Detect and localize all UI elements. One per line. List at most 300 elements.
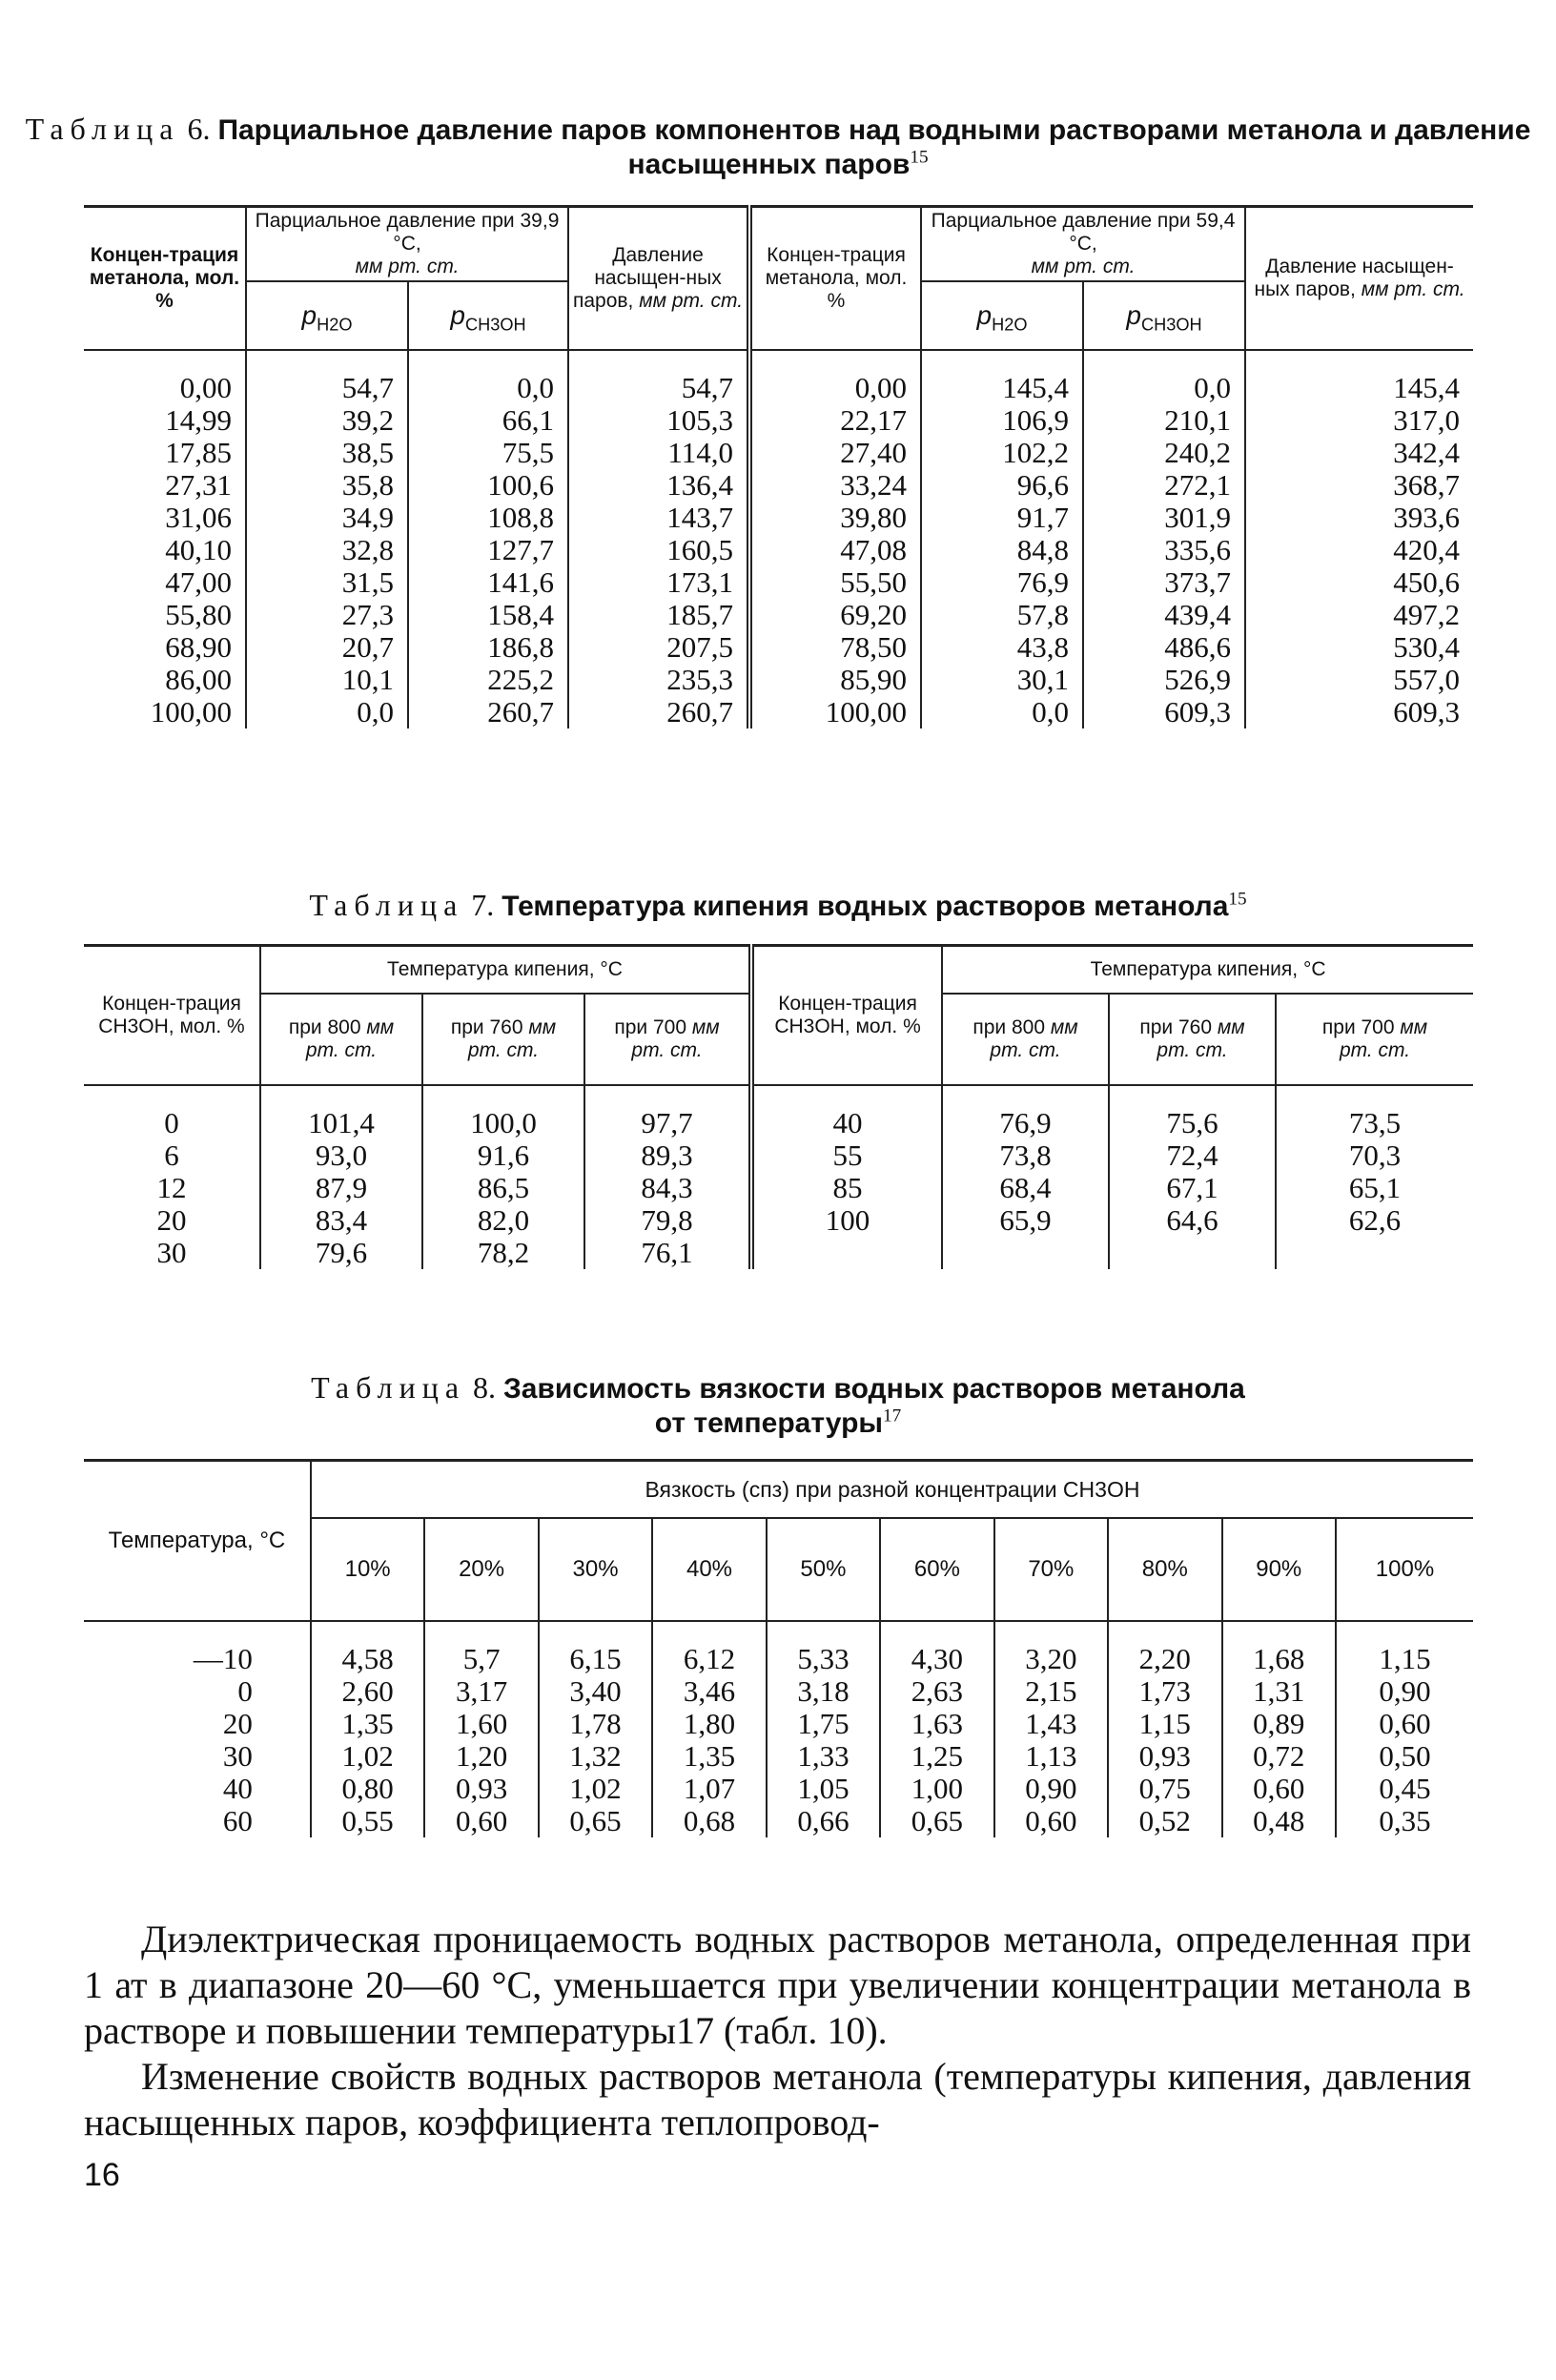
- table-cell: 75,6: [1109, 1107, 1276, 1139]
- table-cell: 67,1: [1109, 1172, 1276, 1204]
- rt-unit: рт. ст.: [990, 1038, 1061, 1061]
- table-row: [84, 631, 1473, 664]
- spacer-cell: [84, 1085, 260, 1107]
- spacer-cell: [84, 1621, 311, 1643]
- body-text: [84, 1917, 1471, 2145]
- table-cell: 225,2: [408, 664, 568, 696]
- pressure-label: при 800: [972, 1016, 1046, 1038]
- table-cell: 20: [222, 1706, 253, 1740]
- table-cell: 65,9: [942, 1204, 1109, 1237]
- spacer-cell: [408, 350, 568, 372]
- table-cell: 0,80: [311, 1773, 424, 1805]
- table-cell: 68,4: [942, 1172, 1109, 1204]
- table6-header-saturated-left-text: Давление насыщен-ных паров,: [572, 244, 722, 312]
- table-cell: 1,73: [1108, 1675, 1221, 1708]
- table-cell: 55: [751, 1139, 942, 1172]
- table6-header-saturated-right-units: мм рт. ст.: [1361, 278, 1465, 300]
- concentration-header: 80%: [1108, 1518, 1221, 1621]
- table-cell: 20: [156, 1202, 187, 1237]
- rt-unit: рт. ст.: [467, 1038, 540, 1061]
- table7-header-760-right: [1109, 994, 1276, 1085]
- table-cell: 100,00: [150, 695, 232, 728]
- table-cell: 54,7: [568, 372, 749, 404]
- spacer-cell: [751, 1085, 942, 1107]
- table-row: [84, 1805, 1473, 1837]
- table-cell: 1,31: [1222, 1675, 1336, 1708]
- table-cell: 83,4: [260, 1204, 422, 1237]
- table7-header-700-left: [584, 994, 751, 1085]
- table-cell: 557,0: [1245, 664, 1473, 696]
- table-cell: 12: [156, 1170, 187, 1204]
- table-cell: 160,5: [568, 534, 749, 566]
- table-cell: 0,0: [1083, 372, 1245, 404]
- table8-spacer-row: [84, 1621, 1473, 1643]
- spacer-cell: [994, 1621, 1108, 1643]
- table7-caption-label: Таблица: [309, 888, 464, 922]
- table-cell: 0,90: [1336, 1675, 1473, 1708]
- table-cell: 317,0: [1245, 404, 1473, 437]
- table-cell: 272,1: [1083, 469, 1245, 502]
- table-cell: 1,20: [424, 1740, 538, 1773]
- table6-spacer-row: [84, 350, 1473, 372]
- table-cell: 22,17: [749, 404, 921, 437]
- table-cell: 78,50: [749, 631, 921, 664]
- table-cell: 1,32: [539, 1740, 652, 1773]
- table-cell: 75,5: [408, 437, 568, 469]
- spacer-cell: [880, 1621, 993, 1643]
- page-number: 16: [84, 2157, 120, 2193]
- rt-unit: рт. ст.: [305, 1038, 378, 1061]
- pressure-label: при 700: [1321, 1016, 1395, 1038]
- table8-body: [84, 1621, 1473, 1837]
- table7-header-temp-right: Температура кипения, °С: [942, 946, 1473, 994]
- concentration-header: 70%: [994, 1518, 1108, 1621]
- table-cell: 185,7: [568, 599, 749, 631]
- table6-header-p-h2o-left: [246, 281, 408, 350]
- table-cell: 1,80: [652, 1708, 766, 1740]
- table6-header-p-h2o-right: [921, 281, 1083, 350]
- table-cell: 39,2: [246, 404, 408, 437]
- concentration-header: 20%: [424, 1518, 538, 1621]
- table-cell: 260,7: [568, 696, 749, 728]
- table-cell: 57,8: [921, 599, 1083, 631]
- table-row: [84, 1237, 1473, 1269]
- table-cell: 450,6: [1245, 566, 1473, 599]
- table8-caption-title-line1: Зависимость вязкости водных растворов метанола: [503, 1373, 1245, 1405]
- table-cell: 1,78: [539, 1708, 652, 1740]
- mm-unit: мм: [528, 1016, 557, 1038]
- table-cell: 86,5: [422, 1172, 584, 1204]
- concentration-header: 90%: [1222, 1518, 1336, 1621]
- table-row: [84, 1675, 1473, 1708]
- table6-caption-label: Таблица: [25, 112, 180, 146]
- table-cell: 173,1: [568, 566, 749, 599]
- table-cell: 97,7: [584, 1107, 751, 1139]
- table7-caption-title: Температура кипения водных растворов метанола: [502, 891, 1229, 922]
- pressure-label: при 760: [450, 1016, 523, 1038]
- table-cell: 1,68: [1222, 1643, 1336, 1675]
- table-cell: 3,40: [539, 1675, 652, 1708]
- table-row: [84, 372, 1473, 404]
- table-cell: [751, 1237, 942, 1269]
- table-cell: 2,63: [880, 1675, 993, 1708]
- table-cell: 1,05: [767, 1773, 880, 1805]
- table-cell: 55,80: [165, 598, 232, 631]
- table-cell: 79,6: [260, 1237, 422, 1269]
- table-cell: 47,08: [749, 534, 921, 566]
- table-cell: 39,80: [749, 502, 921, 534]
- concentration-header: 40%: [652, 1518, 766, 1621]
- table-cell: 0,0: [408, 372, 568, 404]
- table-cell: [942, 1237, 1109, 1269]
- table-cell: 64,6: [1109, 1204, 1276, 1237]
- table-cell: 10,1: [246, 664, 408, 696]
- table-cell: 0,72: [1222, 1740, 1336, 1773]
- table-cell: 1,15: [1336, 1643, 1473, 1675]
- table-cell: 0,89: [1222, 1708, 1336, 1740]
- table-cell: 87,9: [260, 1172, 422, 1204]
- table-cell: 0,00: [179, 371, 232, 404]
- table-row: [84, 1708, 1473, 1740]
- table-cell: 0,60: [994, 1805, 1108, 1837]
- table7-header-760-left: [422, 994, 584, 1085]
- table-cell: 0,93: [424, 1773, 538, 1805]
- table-cell: 0,65: [880, 1805, 993, 1837]
- table-cell: 4,58: [311, 1643, 424, 1675]
- table-cell: 1,35: [311, 1708, 424, 1740]
- table-cell: 20,7: [246, 631, 408, 664]
- table-cell: 373,7: [1083, 566, 1245, 599]
- table-cell: 0,45: [1336, 1773, 1473, 1805]
- table-cell: 114,0: [568, 437, 749, 469]
- table7-header-700-right: [1276, 994, 1473, 1085]
- table8-caption-title-line2: от температуры: [654, 1407, 884, 1439]
- table8-caption-number: 8.: [473, 1370, 497, 1405]
- table7-header-800-right: [942, 994, 1109, 1085]
- table8-caption-label: Таблица: [311, 1370, 466, 1405]
- table-cell: 335,6: [1083, 534, 1245, 566]
- table-cell: 85: [751, 1172, 942, 1204]
- table-cell: 526,9: [1083, 664, 1245, 696]
- table6-header-partial-right-units: мм рт. ст.: [1031, 256, 1136, 277]
- table-cell: 66,1: [408, 404, 568, 437]
- table-cell: 40: [222, 1771, 253, 1805]
- table-cell: 6,15: [539, 1643, 652, 1675]
- table-cell: 106,9: [921, 404, 1083, 437]
- concentration-header: 60%: [880, 1518, 993, 1621]
- table-cell: 530,4: [1245, 631, 1473, 664]
- table-cell: 100: [751, 1204, 942, 1237]
- spacer-cell: [584, 1085, 751, 1107]
- rt-unit: рт. ст.: [1339, 1038, 1411, 1061]
- spacer-cell: [1336, 1621, 1473, 1643]
- table6-header-saturated-right: [1245, 207, 1473, 351]
- table-cell: 0,68: [652, 1805, 766, 1837]
- table-cell: 82,0: [422, 1204, 584, 1237]
- spacer-cell: [311, 1621, 424, 1643]
- table-cell: 127,7: [408, 534, 568, 566]
- spacer-cell: [422, 1085, 584, 1107]
- table7-header-concentration-left: Концен-трация CH3OH, мол. %: [84, 946, 260, 1085]
- table-row: [84, 1204, 1473, 1237]
- table-cell: 85,90: [749, 664, 921, 696]
- table-cell: 0,50: [1336, 1740, 1473, 1773]
- table6-header-saturated-left-units: мм рт. ст.: [639, 290, 744, 312]
- spacer-cell: [539, 1621, 652, 1643]
- table-cell: 100,6: [408, 469, 568, 502]
- table-cell: 0,60: [1222, 1773, 1336, 1805]
- table-cell: 38,5: [246, 437, 408, 469]
- concentration-header: 30%: [539, 1518, 652, 1621]
- table-cell: 102,2: [921, 437, 1083, 469]
- table-cell: 0: [164, 1105, 179, 1139]
- table-cell: 54,7: [246, 372, 408, 404]
- spacer-cell: [568, 350, 749, 372]
- table-row: [84, 696, 1473, 728]
- table-cell: —10: [193, 1641, 253, 1675]
- table-cell: 342,4: [1245, 437, 1473, 469]
- mm-unit: мм: [1400, 1016, 1428, 1038]
- table-cell: 0,52: [1108, 1805, 1221, 1837]
- table-row: [84, 1773, 1473, 1805]
- table-cell: 55,50: [749, 566, 921, 599]
- table-cell: 1,43: [994, 1708, 1108, 1740]
- table-cell: 31,5: [246, 566, 408, 599]
- table-row: [84, 502, 1473, 534]
- table-cell: 301,9: [1083, 502, 1245, 534]
- table-cell: 108,8: [408, 502, 568, 534]
- p-symbol: p: [976, 300, 993, 330]
- rt-unit: рт. ст.: [631, 1038, 703, 1061]
- table-cell: 141,6: [408, 566, 568, 599]
- table-cell: 62,6: [1276, 1204, 1473, 1237]
- table-cell: 27,3: [246, 599, 408, 631]
- paragraph-1: Диэлектрическая проницаемость водных растворов метанола, определенная при 1 ат в диапазоне 20—60 °С, уменьшается при увеличении концентрации метанола в растворе и повышении температуры17 (табл. 10).: [84, 1918, 1471, 2052]
- table-cell: 3,17: [424, 1675, 538, 1708]
- table-cell: 93,0: [260, 1139, 422, 1172]
- table-cell: 32,8: [246, 534, 408, 566]
- table-row: [84, 534, 1473, 566]
- table6-header-concentration-right: Концен-трация метанола, мол. %: [749, 207, 921, 351]
- table-cell: 0,60: [1336, 1708, 1473, 1740]
- table-row: [84, 1107, 1473, 1139]
- table-row: [84, 404, 1473, 437]
- table-cell: 4,30: [880, 1643, 993, 1675]
- table6-header-saturated-right-text: Давление насыщен-ных паров,: [1254, 256, 1454, 300]
- table6-body: [84, 350, 1473, 728]
- table8-caption-ref: 17: [883, 1405, 902, 1426]
- table-cell: 3,18: [767, 1675, 880, 1708]
- table-row: [84, 469, 1473, 502]
- table6-header-partial-left-units: мм рт. ст.: [355, 256, 460, 277]
- mm-unit: мм: [1217, 1016, 1245, 1038]
- table-cell: 486,6: [1083, 631, 1245, 664]
- table-cell: 1,15: [1108, 1708, 1221, 1740]
- table-cell: 60: [222, 1803, 253, 1837]
- table-cell: 72,4: [1109, 1139, 1276, 1172]
- table-cell: 136,4: [568, 469, 749, 502]
- table6-caption: [0, 113, 1556, 181]
- table-cell: 47,00: [165, 565, 232, 599]
- table-cell: 260,7: [408, 696, 568, 728]
- table-cell: 186,8: [408, 631, 568, 664]
- table7-header-concentration-right: Концен-трация CH3OH, мол. %: [751, 946, 942, 1085]
- h2o-subscript: H2O: [992, 315, 1028, 335]
- table-row: [84, 1740, 1473, 1773]
- p-symbol: p: [450, 300, 465, 330]
- table6-header-p-ch3oh-left: [408, 281, 568, 350]
- table8-header-temperature: Температура, °С: [84, 1461, 311, 1621]
- table8-header-viscosity: Вязкость (спз) при разной концентрации CH3OH: [311, 1461, 1473, 1518]
- table7-caption-number: 7.: [471, 888, 495, 922]
- spacer-cell: [749, 350, 921, 372]
- spacer-cell: [1083, 350, 1245, 372]
- spacer-cell: [767, 1621, 880, 1643]
- spacer-cell: [84, 350, 246, 372]
- table-cell: 2,15: [994, 1675, 1108, 1708]
- table-cell: 5,33: [767, 1643, 880, 1675]
- spacer-cell: [246, 350, 408, 372]
- table-cell: 30,1: [921, 664, 1083, 696]
- table6-caption-number: 6.: [187, 112, 211, 146]
- table-cell: 43,8: [921, 631, 1083, 664]
- table-cell: 609,3: [1083, 696, 1245, 728]
- table-cell: 1,35: [652, 1740, 766, 1773]
- spacer-cell: [1222, 1621, 1336, 1643]
- table-cell: 76,9: [921, 566, 1083, 599]
- concentration-header: 50%: [767, 1518, 880, 1621]
- table-cell: 100,0: [422, 1107, 584, 1139]
- table-cell: 65,1: [1276, 1172, 1473, 1204]
- table-cell: 89,3: [584, 1139, 751, 1172]
- table6-caption-ref: 15: [910, 147, 929, 168]
- table-cell: 96,6: [921, 469, 1083, 502]
- p-symbol: p: [1126, 300, 1141, 330]
- mm-unit: мм: [1050, 1016, 1078, 1038]
- table-cell: 0,0: [246, 696, 408, 728]
- table7-header-temp-left: Температура кипения, °С: [260, 946, 751, 994]
- table-cell: 40,10: [165, 533, 232, 566]
- table-cell: 210,1: [1083, 404, 1245, 437]
- table-cell: 0: [237, 1673, 253, 1708]
- table-cell: 105,3: [568, 404, 749, 437]
- table-cell: 1,75: [767, 1708, 880, 1740]
- table-cell: 393,6: [1245, 502, 1473, 534]
- table6-header-p-ch3oh-right: [1083, 281, 1245, 350]
- table-cell: 3,46: [652, 1675, 766, 1708]
- table-cell: 158,4: [408, 599, 568, 631]
- table-cell: 609,3: [1245, 696, 1473, 728]
- table-row: [84, 1139, 1473, 1172]
- table7-spacer-row: [84, 1085, 1473, 1107]
- table-cell: 31,06: [165, 501, 232, 534]
- table8: [84, 1459, 1473, 1837]
- table-cell: 0,35: [1336, 1805, 1473, 1837]
- spacer-cell: [424, 1621, 538, 1643]
- table-cell: 6,12: [652, 1643, 766, 1675]
- table-cell: 84,8: [921, 534, 1083, 566]
- table-cell: 240,2: [1083, 437, 1245, 469]
- table-cell: 1,07: [652, 1773, 766, 1805]
- mm-unit: мм: [366, 1016, 395, 1038]
- table-cell: 1,13: [994, 1740, 1108, 1773]
- table-cell: 33,24: [749, 469, 921, 502]
- table-cell: 145,4: [921, 372, 1083, 404]
- table-cell: 17,85: [165, 436, 232, 469]
- table-cell: 0,75: [1108, 1773, 1221, 1805]
- table-row: [84, 1172, 1473, 1204]
- spacer-cell: [942, 1085, 1109, 1107]
- table-cell: 1,00: [880, 1773, 993, 1805]
- spacer-cell: [652, 1621, 766, 1643]
- h2o-subscript: H2O: [317, 315, 353, 335]
- spacer-cell: [921, 350, 1083, 372]
- table6-header-partial-right-text: Парциальное давление при 59,4 °С,: [931, 210, 1236, 255]
- table-cell: 1,63: [880, 1708, 993, 1740]
- rt-unit: рт. ст.: [1157, 1038, 1228, 1061]
- table-cell: 6: [164, 1138, 179, 1172]
- table7-caption: [0, 889, 1556, 923]
- table-cell: 1,02: [539, 1773, 652, 1805]
- table-cell: 30: [156, 1235, 187, 1269]
- table-cell: 0,60: [424, 1805, 538, 1837]
- table-cell: 68,90: [165, 630, 232, 664]
- table-cell: 35,8: [246, 469, 408, 502]
- table-cell: 14,99: [165, 403, 232, 437]
- table-cell: 73,5: [1276, 1107, 1473, 1139]
- table-row: [84, 437, 1473, 469]
- pressure-label: при 700: [614, 1016, 687, 1038]
- spacer-cell: [1109, 1085, 1276, 1107]
- table6-header-partial-right: [921, 207, 1245, 282]
- table-cell: 91,6: [422, 1139, 584, 1172]
- table-row: [84, 1643, 1473, 1675]
- table-cell: 439,4: [1083, 599, 1245, 631]
- paragraph-2: Изменение свойств водных растворов метанола (температуры кипения, давления насыщенных паров, коэффициента теплопровод-: [84, 2055, 1471, 2144]
- table-cell: 1,25: [880, 1740, 993, 1773]
- table-cell: 27,31: [165, 468, 232, 502]
- table7: [84, 944, 1473, 1269]
- table-cell: 368,7: [1245, 469, 1473, 502]
- table-cell: 101,4: [260, 1107, 422, 1139]
- table-cell: 27,40: [749, 437, 921, 469]
- table6-caption-title: Парциальное давление паров компонентов над водными растворами метанола и давление насыщенных паров: [217, 114, 1531, 180]
- table-cell: 76,9: [942, 1107, 1109, 1139]
- ch3oh-subscript: CH3OH: [464, 315, 526, 335]
- table7-header-800-left: [260, 994, 422, 1085]
- table-cell: 69,20: [749, 599, 921, 631]
- table6-header-partial-left-text: Парциальное давление при 39,9 °С,: [255, 210, 560, 255]
- table-cell: 73,8: [942, 1139, 1109, 1172]
- table-cell: 0,48: [1222, 1805, 1336, 1837]
- table6-header-partial-left: [246, 207, 568, 282]
- table-cell: 5,7: [424, 1643, 538, 1675]
- table-cell: 34,9: [246, 502, 408, 534]
- table-cell: 0,55: [311, 1805, 424, 1837]
- table-cell: 2,20: [1108, 1643, 1221, 1675]
- table-cell: 100,00: [749, 696, 921, 728]
- table-cell: 30: [222, 1738, 253, 1773]
- table-cell: 3,20: [994, 1643, 1108, 1675]
- table-row: [84, 664, 1473, 696]
- ch3oh-subscript: CH3OH: [1140, 315, 1202, 335]
- pressure-label: при 760: [1139, 1016, 1213, 1038]
- table-cell: [1109, 1237, 1276, 1269]
- table6: [84, 205, 1473, 728]
- table-cell: 0,93: [1108, 1740, 1221, 1773]
- table-row: [84, 599, 1473, 631]
- table-row: [84, 566, 1473, 599]
